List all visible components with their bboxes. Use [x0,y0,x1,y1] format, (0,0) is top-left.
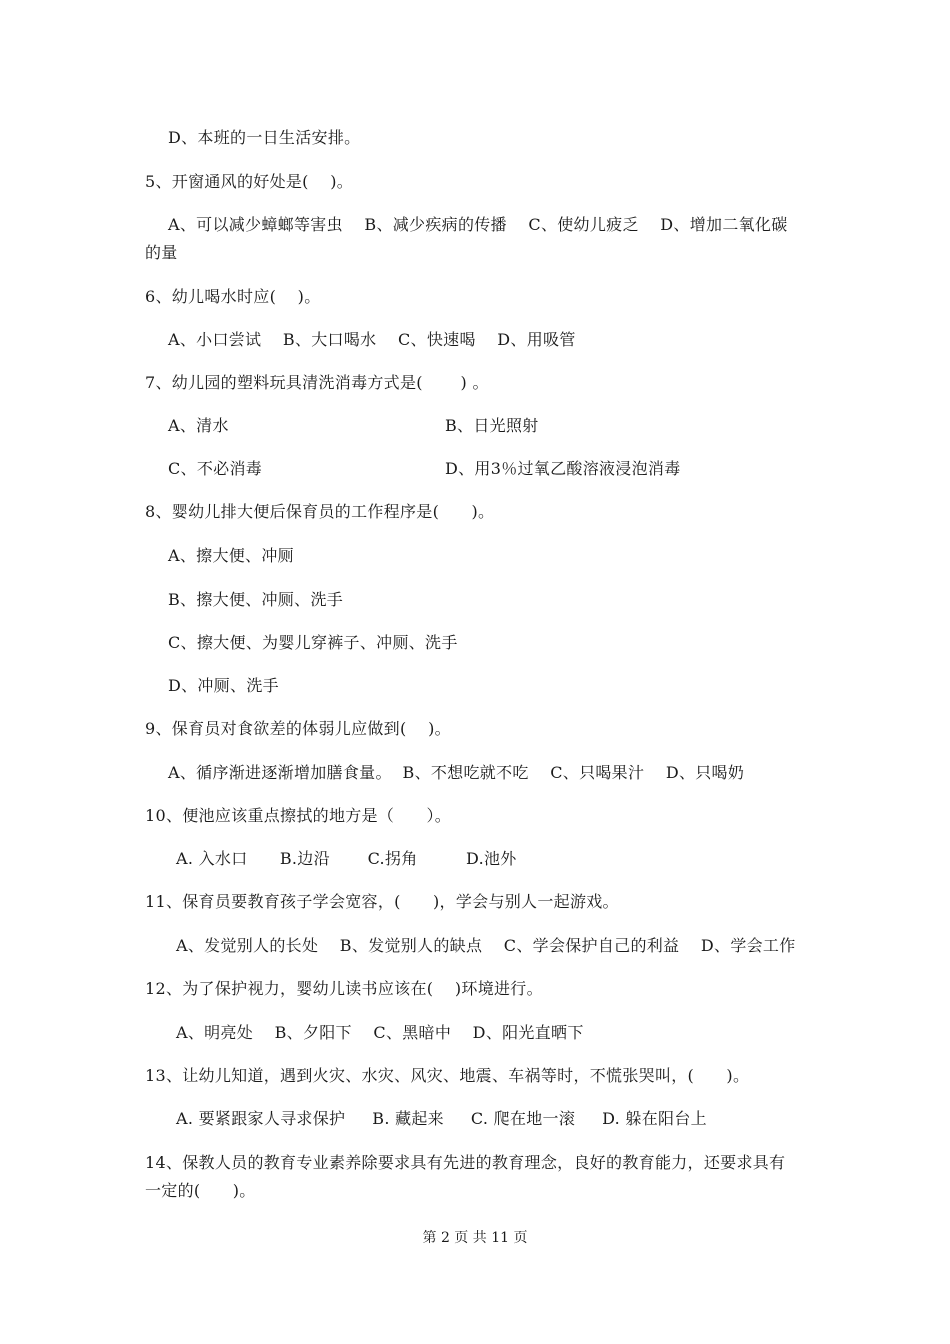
question-14: 14、保教人员的教育专业素养除要求具有先进的教育理念，良好的教育能力，还要求具有 [145,1153,786,1172]
question-10: 10、便池应该重点擦拭的地方是（ ）。 [145,806,452,825]
question-9: 9、保育员对食欲差的体弱儿应做到( )。 [145,719,451,738]
options-13: A. 要紧跟家人寻求保护 B. 藏起来 C. 爬在地一滚 D. 躲在阳台上 [176,1109,707,1128]
options-12: A、明亮处 B、夕阳下 C、黑暗中 D、阳光直晒下 [176,1023,584,1042]
question-14-continued: 一定的( )。 [145,1181,256,1200]
options-11: A、发觉别人的长处 B、发觉别人的缺点 C、学会保护自己的利益 D、学会工作 [176,936,796,955]
page-footer: 第 2 页 共 11 页 [422,1230,528,1246]
option-8a: A、擦大便、冲厕 [168,546,294,565]
question-13: 13、让幼儿知道，遇到火灾、水灾、风灾、地震、车祸等时，不慌张哭叫，( )。 [145,1066,750,1085]
options-10: A. 入水口 B.边沿 C.拐角 D.池外 [176,849,517,868]
question-6: 6、幼儿喝水时应( )。 [145,287,321,306]
option-7a: A、清水 [168,416,229,435]
options-5-continued: 的量 [145,243,178,262]
question-12: 12、为了保护视力，婴幼儿读书应该在( )环境进行。 [145,979,543,998]
option-8c: C、擦大便、为婴儿穿裤子、冲厕、洗手 [168,633,458,652]
options-5: A、可以减少蟑螂等害虫 B、减少疾病的传播 C、使幼儿疲乏 D、增加二氧化碳 [168,215,788,234]
question-8: 8、婴幼儿排大便后保育员的工作程序是( )。 [145,502,495,521]
option-8d: D、冲厕、洗手 [168,676,279,695]
option-8b: B、擦大便、冲厕、洗手 [168,590,344,609]
option-7d: D、用3％过氧乙酸溶液浸泡消毒 [445,459,681,478]
option-4d: D、本班的一日生活安排。 [168,128,361,147]
options-9: A、循序渐进逐渐增加膳食量。 B、不想吃就不吃 C、只喝果汁 D、只喝奶 [168,763,745,782]
question-11: 11、保育员要教育孩子学会宽容，( )，学会与别人一起游戏。 [145,892,619,911]
question-5: 5、开窗通风的好处是( )。 [145,172,354,191]
options-6: A、小口尝试 B、大口喝水 C、快速喝 D、用吸管 [168,330,576,349]
question-7: 7、幼儿园的塑料玩具清洗消毒方式是( ) 。 [145,373,489,392]
option-7c: C、不必消毒 [168,459,263,478]
option-7b: B、日光照射 [445,416,539,435]
